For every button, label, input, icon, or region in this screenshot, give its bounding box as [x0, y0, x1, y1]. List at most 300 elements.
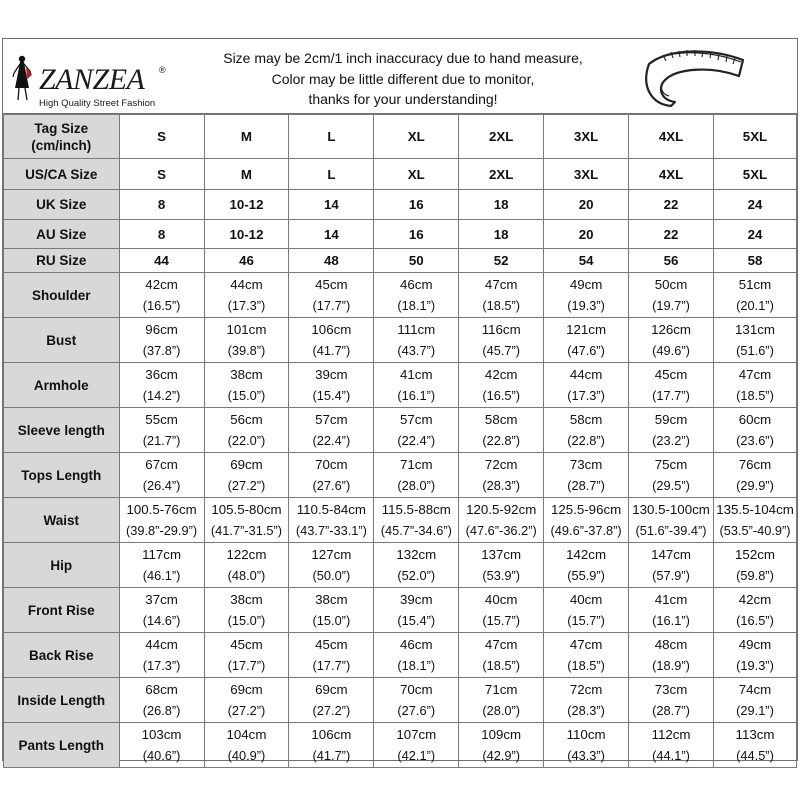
size-cell: 3XL [544, 115, 629, 159]
inch-value: (45.7”) [482, 343, 521, 358]
cm-value: 115.5-88cm [381, 502, 451, 517]
row-label: Pants Length [4, 723, 120, 768]
size-cell: 20 [544, 220, 629, 249]
size-cell: 8 [119, 190, 204, 220]
size-cell: 4XL [629, 159, 714, 190]
measurement-row [4, 318, 797, 363]
inch-value: (18.9”) [652, 658, 690, 673]
size-cell: 48 [289, 249, 374, 273]
cm-value: 44cm [145, 637, 178, 652]
cm-value: 127cm [311, 547, 352, 562]
cm-value: 57cm [400, 412, 433, 427]
size-cell: 56 [629, 249, 714, 273]
inch-value: (26.4”) [142, 478, 181, 493]
row-label: Back Rise [4, 633, 120, 678]
inch-value: (42.9”) [482, 748, 521, 763]
measurement-cell [374, 678, 459, 723]
inch-value: (19.7”) [652, 298, 690, 313]
inch-value: (29.5”) [652, 478, 690, 493]
cm-value: 117cm [142, 547, 182, 562]
cm-value: 49cm [738, 637, 772, 652]
inch-value: (41.7”-31.5”) [210, 523, 283, 538]
measurement-cell [119, 273, 204, 318]
cm-value: 113cm [735, 727, 775, 742]
inch-value: (18.5”) [482, 298, 521, 313]
cm-value: 44cm [230, 277, 263, 292]
measurement-cell [459, 273, 544, 318]
cm-value: 68cm [145, 682, 178, 697]
row-label: Shoulder [4, 273, 120, 318]
inch-value: (47.6”-36.2”) [465, 523, 537, 538]
size-cell: 20 [544, 190, 629, 220]
cm-value: 75cm [654, 457, 688, 472]
size-cell: 58 [714, 249, 797, 273]
measurement-cell [289, 633, 374, 678]
size-cell: 2XL [459, 159, 544, 190]
measurement-cell [544, 273, 629, 318]
cm-value: 41cm [400, 367, 433, 382]
cm-value: 106cm [311, 727, 352, 742]
inch-value: (51.6”-39.4”) [635, 523, 707, 538]
size-cell: 54 [544, 249, 629, 273]
cm-value: 45cm [230, 637, 263, 652]
size-row [4, 249, 797, 273]
inch-value: (43.7”-33.1”) [295, 523, 367, 538]
inch-value: (47.6”) [567, 343, 605, 358]
cm-value: 70cm [400, 682, 433, 697]
size-cell: 50 [374, 249, 459, 273]
measurement-cell [374, 588, 459, 633]
size-cell: 18 [459, 190, 544, 220]
cm-value: 130.5-100cm [632, 502, 710, 517]
inch-value: (16.5”) [736, 613, 774, 628]
size-cell: L [289, 115, 374, 159]
measurement-cell [374, 318, 459, 363]
cm-value: 125.5-96cm [550, 502, 622, 517]
cm-value: 100.5-76cm [126, 502, 197, 517]
measurement-cell [714, 408, 797, 453]
inch-value: (17.3”) [567, 388, 605, 403]
measurement-cell [204, 273, 289, 318]
measurement-cell [374, 273, 459, 318]
measurement-cell [119, 408, 204, 453]
cm-value: 48cm [654, 637, 688, 652]
measurement-row [4, 273, 797, 318]
measurement-cell [544, 633, 629, 678]
notice-line: thanks for your understanding! [308, 91, 498, 107]
cm-value: 73cm [569, 457, 603, 472]
cm-value: 44cm [569, 367, 603, 382]
measurement-cell [629, 543, 714, 588]
inch-value: (29.1”) [736, 703, 774, 718]
cm-value: 37cm [145, 592, 178, 607]
measurement-cell [204, 678, 289, 723]
inch-value: (55.9”) [567, 568, 605, 583]
cm-value: 71cm [484, 682, 518, 697]
inch-value: (53.9”) [482, 568, 521, 583]
inch-value: (22.8”) [567, 433, 605, 448]
measurement-cell [629, 408, 714, 453]
row-label: RU Size [4, 249, 120, 273]
size-row [4, 115, 797, 159]
size-chart [2, 38, 798, 761]
inch-value: (22.4”) [312, 433, 351, 448]
measurement-cell [629, 363, 714, 408]
cm-value: 59cm [654, 412, 688, 427]
row-label: Armhole [4, 363, 120, 408]
inch-value: (51.6”) [736, 343, 774, 358]
inch-value: (28.3”) [482, 478, 521, 493]
cm-value: 45cm [315, 277, 348, 292]
cm-value: 46cm [400, 277, 433, 292]
inch-value: (28.7”) [567, 478, 605, 493]
measurement-cell [629, 453, 714, 498]
inch-value: (41.7”) [312, 748, 351, 763]
cm-value: 39cm [315, 367, 348, 382]
row-label: Sleeve length [4, 408, 120, 453]
measurement-cell [714, 318, 797, 363]
measurement-row [4, 633, 797, 678]
cm-value: 147cm [651, 547, 691, 562]
cm-value: 104cm [226, 727, 267, 742]
measurement-cell [714, 723, 797, 768]
cm-value: 105.5-80cm [211, 502, 282, 517]
measurement-row [4, 588, 797, 633]
measurement-cell [459, 633, 544, 678]
size-cell: M [204, 115, 289, 159]
inch-value: (15.0”) [227, 388, 266, 403]
measurement-cell [544, 723, 629, 768]
inch-value: (43.3”) [567, 748, 605, 763]
inch-value: (16.5”) [482, 388, 521, 403]
cm-value: 71cm [400, 457, 433, 472]
size-cell: 10-12 [204, 190, 289, 220]
brand-logo [9, 53, 174, 109]
inch-value: (28.0”) [397, 478, 436, 493]
cm-value: 73cm [654, 682, 688, 697]
cm-value: 51cm [738, 277, 772, 292]
cm-value: 103cm [141, 727, 182, 742]
size-table [3, 114, 797, 768]
notice-line: Size may be 2cm/1 inch inaccuracy due to hand measure, [223, 50, 583, 66]
inch-value: (41.7”) [312, 343, 351, 358]
measuring-tape-icon [641, 46, 751, 108]
measurement-cell [459, 723, 544, 768]
cm-value: 120.5-92cm [466, 502, 537, 517]
inch-value: (29.9”) [736, 478, 774, 493]
cm-value: 55cm [145, 412, 178, 427]
measurement-row [4, 678, 797, 723]
cm-value: 42cm [738, 592, 772, 607]
cm-value: 110cm [566, 727, 606, 742]
inch-value: (17.7”) [227, 658, 266, 673]
cm-value: 57cm [315, 412, 348, 427]
measurement-cell [289, 678, 374, 723]
measurement-cell [204, 543, 289, 588]
inch-value: (21.7”) [142, 433, 181, 448]
inch-value: (18.5”) [482, 658, 521, 673]
row-label: Inside Length [4, 678, 120, 723]
row-label: Hip [4, 543, 120, 588]
size-cell: 8 [119, 220, 204, 249]
inch-value: (27.6”) [397, 703, 436, 718]
cm-value: 135.5-104cm [716, 502, 794, 517]
inch-value: (52.0”) [397, 568, 436, 583]
row-label: Front Rise [4, 588, 120, 633]
size-cell: S [119, 159, 204, 190]
cm-value: 152cm [735, 547, 775, 562]
size-cell: 24 [714, 190, 797, 220]
inch-value: (22.8”) [482, 433, 521, 448]
cm-value: 67cm [145, 457, 178, 472]
measurement-rows [4, 273, 797, 768]
inch-value: (15.4”) [312, 388, 351, 403]
size-cell: 22 [629, 190, 714, 220]
size-cell: 24 [714, 220, 797, 249]
measurement-cell [119, 543, 204, 588]
inch-value: (16.5”) [142, 298, 181, 313]
measurement-cell [204, 408, 289, 453]
measurement-cell [289, 363, 374, 408]
measurement-cell [714, 453, 797, 498]
cm-value: 39cm [400, 592, 433, 607]
inch-value: (27.2”) [312, 703, 351, 718]
cm-value: 36cm [145, 367, 178, 382]
cm-value: 137cm [481, 547, 522, 562]
inch-value: (44.1”) [652, 748, 690, 763]
cm-value: 101cm [226, 322, 267, 337]
inch-value: (50.0”) [312, 568, 351, 583]
row-label: Bust [4, 318, 120, 363]
measurement-row [4, 543, 797, 588]
measurement-cell [629, 273, 714, 318]
measurement-cell [714, 273, 797, 318]
notice-line: Color may be little different due to monitor, [271, 70, 535, 87]
row-label: Tag Size (cm/inch) [4, 115, 120, 159]
inch-value: (16.1”) [652, 613, 690, 628]
inch-value: (27.2”) [227, 703, 266, 718]
cm-value: 72cm [484, 457, 518, 472]
measurement-cell [714, 543, 797, 588]
measurement-cell [459, 363, 544, 408]
inch-value: (23.2”) [652, 433, 690, 448]
inch-value: (45.7”-34.6”) [380, 523, 452, 538]
inch-value: (40.9”) [227, 748, 266, 763]
measurement-cell [544, 498, 629, 543]
measurement-cell [289, 723, 374, 768]
cm-value: 76cm [738, 457, 772, 472]
inch-value: (59.8”) [736, 568, 774, 583]
cm-value: 72cm [569, 682, 603, 697]
inch-value: (18.5”) [736, 388, 774, 403]
measurement-cell [289, 408, 374, 453]
inch-value: (17.7”) [652, 388, 690, 403]
measurement-cell [204, 498, 289, 543]
measurement-cell [204, 318, 289, 363]
measurement-notice [193, 48, 613, 110]
measurement-cell [459, 318, 544, 363]
inch-value: (22.4”) [397, 433, 436, 448]
measurement-cell [374, 543, 459, 588]
inch-value: (49.6”) [652, 343, 690, 358]
size-conversion-rows [4, 115, 797, 273]
cm-value: 47cm [484, 277, 518, 292]
inch-value: (15.4”) [397, 613, 436, 628]
inch-value: (20.1”) [736, 298, 774, 313]
size-cell: M [204, 159, 289, 190]
inch-value: (15.0”) [227, 613, 266, 628]
cm-value: 40cm [569, 592, 603, 607]
inch-value: (17.7”) [312, 658, 351, 673]
cm-value: 69cm [315, 682, 348, 697]
measurement-cell [119, 588, 204, 633]
measurement-cell [119, 633, 204, 678]
measurement-cell [629, 318, 714, 363]
inch-value: (18.1”) [397, 658, 436, 673]
measurement-cell [544, 543, 629, 588]
size-cell: 14 [289, 220, 374, 249]
inch-value: (49.6”-37.8”) [550, 523, 622, 538]
cm-value: 107cm [396, 727, 437, 742]
measurement-row [4, 363, 797, 408]
cm-value: 112cm [651, 727, 691, 742]
inch-value: (19.3”) [736, 658, 774, 673]
cm-value: 46cm [400, 637, 433, 652]
measurement-cell [374, 408, 459, 453]
inch-value: (44.5”) [736, 748, 774, 763]
measurement-cell [374, 633, 459, 678]
measurement-cell [544, 408, 629, 453]
inch-value: (14.2”) [142, 388, 181, 403]
inch-value: (27.6”) [312, 478, 351, 493]
cm-value: 69cm [230, 457, 263, 472]
measurement-cell [119, 318, 204, 363]
size-cell: 4XL [629, 115, 714, 159]
cm-value: 58cm [484, 412, 518, 427]
size-cell: 52 [459, 249, 544, 273]
inch-value: (15.7”) [567, 613, 605, 628]
chart-header [3, 39, 797, 114]
measurement-cell [459, 588, 544, 633]
size-cell: 5XL [714, 115, 797, 159]
row-label: US/CA Size [4, 159, 120, 190]
inch-value: (39.8”) [227, 343, 266, 358]
measurement-cell [714, 588, 797, 633]
cm-value: 122cm [226, 547, 267, 562]
cm-value: 96cm [145, 322, 178, 337]
inch-value: (28.7”) [652, 703, 690, 718]
measurement-cell [714, 363, 797, 408]
size-cell: 46 [204, 249, 289, 273]
inch-value: (42.1”) [397, 748, 436, 763]
row-label: Waist [4, 498, 120, 543]
measurement-cell [714, 678, 797, 723]
size-cell: 5XL [714, 159, 797, 190]
measurement-row [4, 453, 797, 498]
measurement-cell [119, 723, 204, 768]
size-row [4, 220, 797, 249]
inch-value: (17.7”) [312, 298, 351, 313]
measurement-row [4, 723, 797, 768]
brand-name: ZANZEA [39, 63, 145, 96]
measurement-cell [544, 318, 629, 363]
cm-value: 69cm [230, 682, 263, 697]
cm-value: 38cm [230, 592, 263, 607]
size-cell: 18 [459, 220, 544, 249]
cm-value: 40cm [484, 592, 518, 607]
row-label: Tops Length [4, 453, 120, 498]
inch-value: (28.0”) [482, 703, 521, 718]
measurement-cell [544, 453, 629, 498]
measurement-cell [459, 408, 544, 453]
measurement-cell [374, 498, 459, 543]
measurement-cell [459, 453, 544, 498]
measurement-cell [629, 633, 714, 678]
cm-value: 106cm [311, 322, 352, 337]
cm-value: 47cm [484, 637, 518, 652]
measurement-cell [629, 723, 714, 768]
cm-value: 60cm [738, 412, 772, 427]
size-cell: 16 [374, 220, 459, 249]
size-cell: 10-12 [204, 220, 289, 249]
measurement-cell [119, 498, 204, 543]
fashion-figure-icon [9, 53, 35, 103]
inch-value: (17.3”) [227, 298, 266, 313]
cm-value: 45cm [654, 367, 688, 382]
cm-value: 42cm [484, 367, 518, 382]
inch-value: (26.8”) [142, 703, 181, 718]
measurement-cell [119, 678, 204, 723]
inch-value: (43.7”) [397, 343, 436, 358]
measurement-row [4, 408, 797, 453]
cm-value: 42cm [145, 277, 178, 292]
cm-value: 109cm [481, 727, 522, 742]
measurement-cell [289, 543, 374, 588]
inch-value: (37.8”) [142, 343, 181, 358]
measurement-cell [289, 453, 374, 498]
size-cell: 14 [289, 190, 374, 220]
inch-value: (17.3”) [142, 658, 181, 673]
inch-value: (14.6”) [142, 613, 181, 628]
cm-value: 38cm [315, 592, 348, 607]
inch-value: (53.5”-40.9”) [719, 523, 791, 538]
measurement-cell [459, 678, 544, 723]
inch-value: (40.6”) [142, 748, 181, 763]
measurement-cell [714, 498, 797, 543]
size-row [4, 190, 797, 220]
inch-value: (15.7”) [482, 613, 521, 628]
measurement-cell [374, 453, 459, 498]
cm-value: 110.5-84cm [296, 502, 366, 517]
measurement-cell [204, 633, 289, 678]
cm-value: 131cm [735, 322, 775, 337]
measurement-cell [289, 588, 374, 633]
measurement-cell [629, 498, 714, 543]
cm-value: 47cm [738, 367, 772, 382]
cm-value: 47cm [569, 637, 603, 652]
measurement-cell [459, 543, 544, 588]
size-cell: 16 [374, 190, 459, 220]
cm-value: 142cm [566, 547, 607, 562]
measurement-cell [289, 498, 374, 543]
inch-value: (19.3”) [567, 298, 605, 313]
measurement-cell [204, 453, 289, 498]
row-label: AU Size [4, 220, 120, 249]
size-cell: XL [374, 115, 459, 159]
inch-value: (18.5”) [567, 658, 605, 673]
row-label: UK Size [4, 190, 120, 220]
measurement-cell [374, 723, 459, 768]
